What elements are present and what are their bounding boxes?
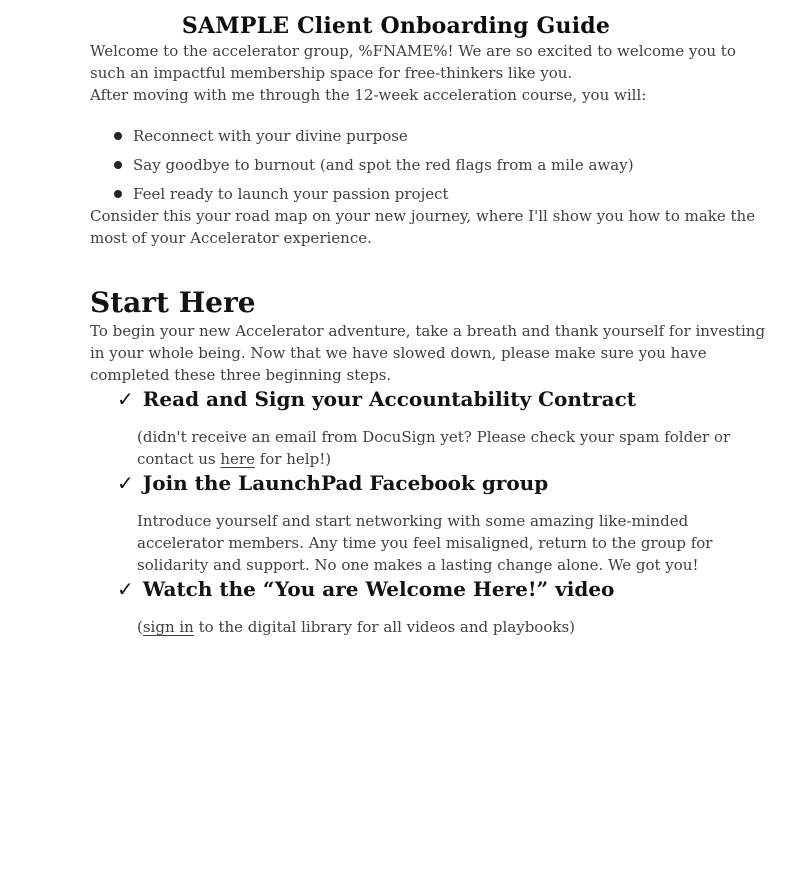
- checklist-item-title: Join the LaunchPad Facebook group: [142, 471, 549, 495]
- list-item-text: Say goodbye to burnout (and spot the red flags from a mile away): [133, 156, 634, 174]
- sign-in-link[interactable]: sign in: [142, 618, 194, 636]
- roadmap-paragraph: Consider this your road map on your new journey, where I'll show you how to make the most of your Accelerator experience.: [90, 207, 756, 247]
- checkmark-icon: ✓: [117, 471, 134, 495]
- checkmark-icon: ✓: [117, 577, 134, 601]
- checklist-item-title: Watch the “You are Welcome Here!” video: [142, 577, 615, 601]
- here-link[interactable]: here: [220, 450, 255, 468]
- contract-note: [137, 426, 792, 470]
- note-text: (didn't receive an email from DocuSign yet? Please check your spam folder or contact us: [137, 428, 731, 468]
- checkmark-icon: ✓: [117, 387, 134, 411]
- welcome-paragraph: Welcome to the accelerator group, %FNAME%! We are so excited to welcome you to such an impactful membership space for free-thinkers like you.: [90, 42, 736, 82]
- checklist-item-title: Read and Sign your Accountability Contract: [142, 387, 637, 411]
- checklist-item-welcome-video: [117, 576, 792, 602]
- bullet-icon: [114, 190, 122, 198]
- facebook-group-note: Introduce yourself and start networking with some amazing like-minded accelerator members. Any time you feel misaligned, return to the group for solidarity and support. No one makes a lasting change alone. We got you!: [137, 512, 713, 574]
- bullet-icon: [114, 132, 122, 140]
- note-text: for help!): [254, 450, 332, 468]
- course-lead-in-paragraph: After moving with me through the 12-week acceleration course, you will:: [90, 86, 647, 104]
- checklist-item-contract: [117, 386, 792, 412]
- start-here-heading: Start Here: [90, 286, 256, 319]
- checklist-item-facebook-group: [117, 470, 792, 496]
- outcomes-list: [90, 125, 792, 205]
- list-item-text: Feel ready to launch your passion project: [133, 185, 449, 203]
- note-text: (: [137, 618, 143, 636]
- list-item-text: Reconnect with your divine purpose: [133, 127, 408, 145]
- list-item: [90, 125, 792, 147]
- list-item: [90, 154, 792, 176]
- welcome-video-note: [137, 616, 792, 638]
- bullet-icon: [114, 161, 122, 169]
- start-here-paragraph: To begin your new Accelerator adventure, take a breath and thank yourself for investing in your whole being. Now that we have slowed down, please make sure you have completed these three beginning steps.: [90, 322, 766, 384]
- list-item: [90, 183, 792, 205]
- page-title: SAMPLE Client Onboarding Guide: [181, 13, 611, 39]
- note-text: to the digital library for all videos and playbooks): [193, 618, 575, 636]
